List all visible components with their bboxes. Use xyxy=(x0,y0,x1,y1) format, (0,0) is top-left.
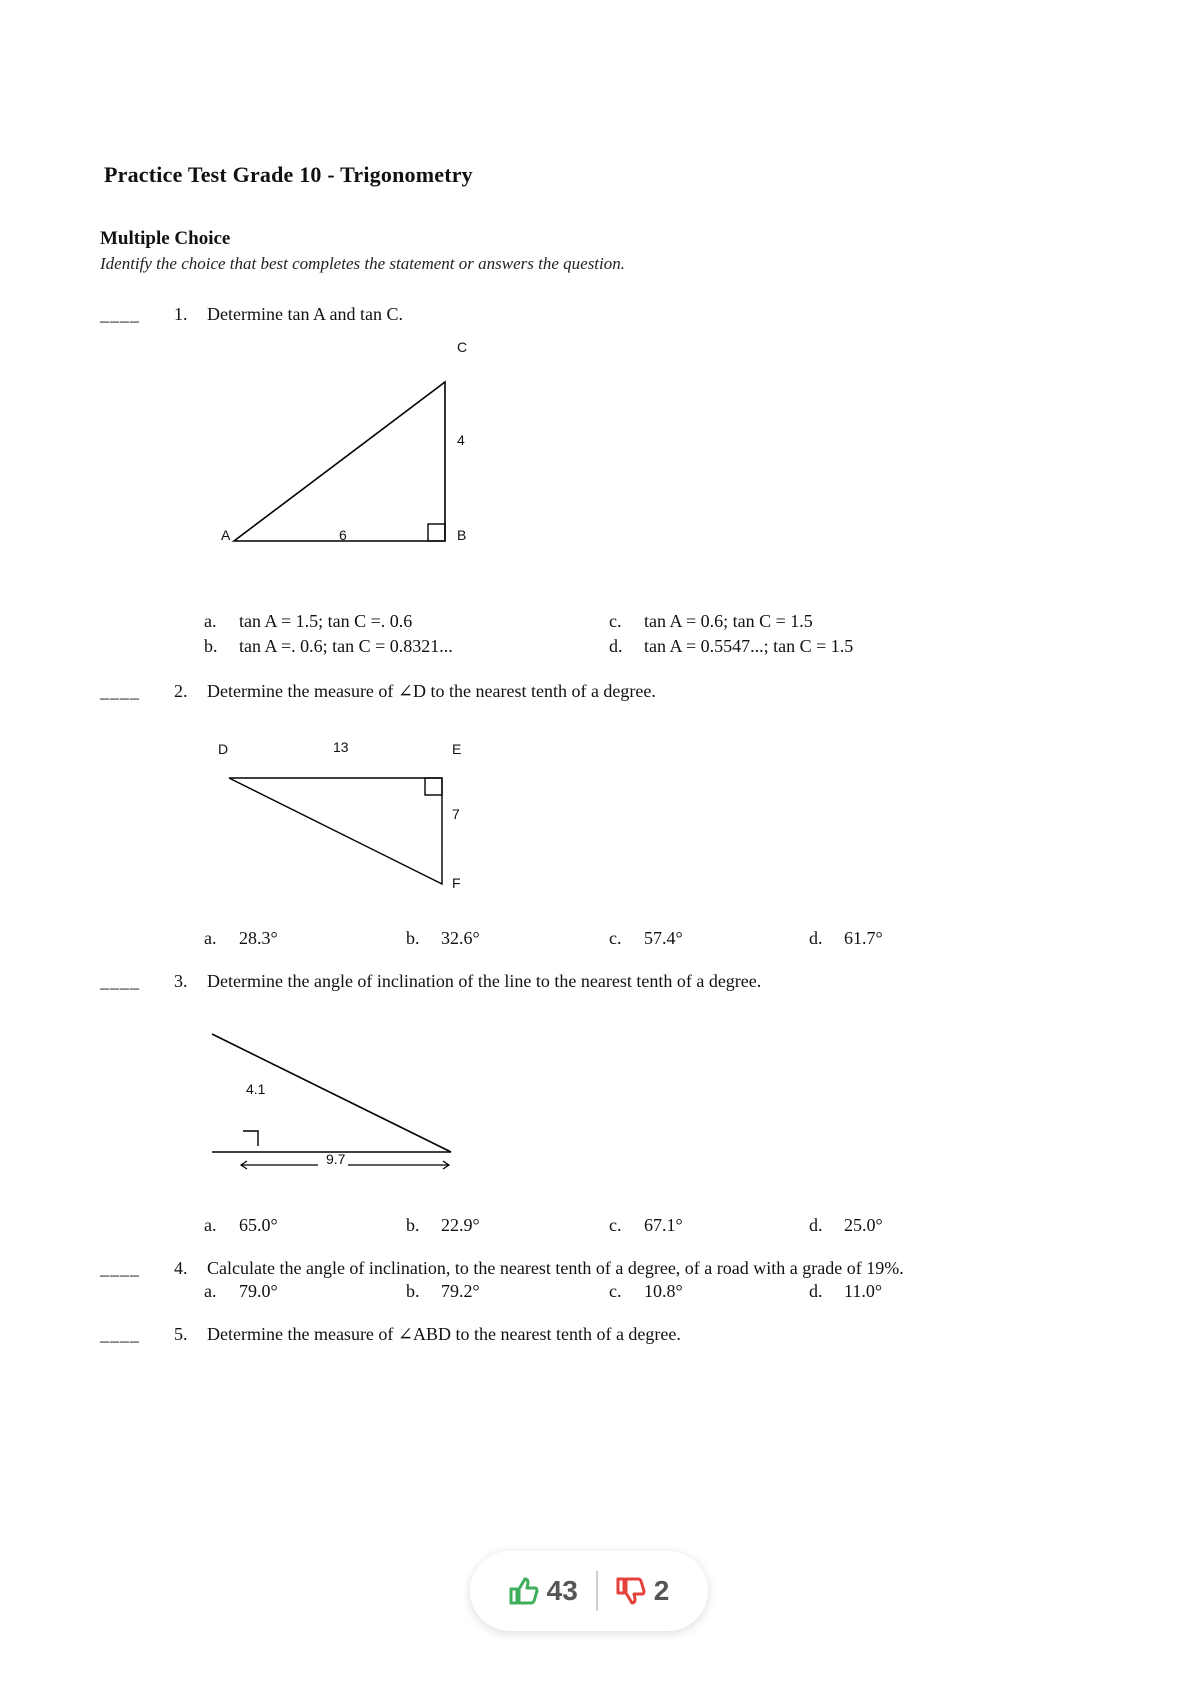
thumbs-down-icon xyxy=(616,1577,646,1605)
vertex-label-d: D xyxy=(218,741,229,757)
choice-text: 11.0° xyxy=(844,1281,883,1301)
choice-letter: b. xyxy=(204,636,218,656)
upvote-button[interactable] xyxy=(509,1575,578,1607)
question-number: 3. xyxy=(174,971,188,991)
choice-b[interactable] xyxy=(406,928,480,949)
choice-text: 65.0° xyxy=(239,1215,278,1235)
choice-text: 32.6° xyxy=(441,928,480,948)
choice-letter: a. xyxy=(204,1215,217,1235)
question-number: 5. xyxy=(174,1324,188,1344)
choice-letter: a. xyxy=(204,1281,217,1301)
choice-letter: b. xyxy=(406,928,420,948)
question-text: Determine tan A and tan C. xyxy=(207,304,403,324)
choice-letter: c. xyxy=(609,1215,622,1235)
choice-a[interactable] xyxy=(204,1215,278,1236)
choice-c[interactable] xyxy=(609,928,683,949)
choice-text: 25.0° xyxy=(844,1215,883,1235)
choice-d[interactable] xyxy=(609,636,853,657)
choice-letter: d. xyxy=(809,1215,823,1235)
choice-d[interactable] xyxy=(809,1215,883,1236)
choice-b[interactable] xyxy=(204,636,453,657)
question-text: Calculate the angle of inclination, to the nearest tenth of a degree, of a road with a grade of 19%. xyxy=(207,1258,904,1278)
choice-b[interactable] xyxy=(406,1281,480,1302)
side-label-ef: 7 xyxy=(452,806,460,822)
choice-letter: d. xyxy=(609,636,623,656)
vertex-label-b: B xyxy=(457,527,467,543)
question-number: 2. xyxy=(174,681,188,701)
choice-c[interactable] xyxy=(609,1281,683,1302)
choice-letter: c. xyxy=(609,1281,622,1301)
answer-blank[interactable]: ____ xyxy=(100,1324,140,1344)
downvote-count: 2 xyxy=(653,1575,670,1606)
downvote-button[interactable] xyxy=(616,1575,670,1607)
question-number: 4. xyxy=(174,1258,188,1278)
question-text: Determine the angle of inclination of the line to the nearest tenth of a degree. xyxy=(207,971,762,991)
vertex-label-e: E xyxy=(452,741,462,757)
side-label-run: 9.7 xyxy=(326,1151,346,1167)
upvote-count: 43 xyxy=(546,1575,578,1606)
side-label-bc: 4 xyxy=(457,432,465,448)
vote-bar xyxy=(470,1551,708,1631)
answer-blank[interactable]: ____ xyxy=(100,304,140,324)
choice-letter: a. xyxy=(204,611,217,631)
instructions: Identify the choice that best completes the statement or answers the question. xyxy=(100,254,625,273)
section-heading: Multiple Choice xyxy=(100,228,231,249)
choice-text: 22.9° xyxy=(441,1215,480,1235)
vertex-label-a: A xyxy=(221,527,231,543)
choice-letter: c. xyxy=(609,928,622,948)
choice-text: 10.8° xyxy=(644,1281,683,1301)
choice-letter: d. xyxy=(809,1281,823,1301)
choice-text: 28.3° xyxy=(239,928,278,948)
vote-divider xyxy=(596,1571,598,1611)
choice-c[interactable] xyxy=(609,1215,683,1236)
page-title: Practice Test Grade 10 - Trigonometry xyxy=(104,162,473,187)
vertex-label-c: C xyxy=(457,339,468,355)
inclined-line-figure xyxy=(0,0,1,1)
choice-text: 61.7° xyxy=(844,928,883,948)
side-label-ab: 6 xyxy=(339,527,347,543)
choice-a[interactable] xyxy=(204,928,278,949)
choice-text: tan A =. 0.6; tan C = 0.8321... xyxy=(239,636,453,656)
choice-text: 57.4° xyxy=(644,928,683,948)
question-text: Determine the measure of ∠D to the nearest tenth of a degree. xyxy=(207,681,656,701)
choice-letter: b. xyxy=(406,1215,420,1235)
choice-text: 67.1° xyxy=(644,1215,683,1235)
answer-blank[interactable]: ____ xyxy=(100,1258,140,1278)
side-label-de: 13 xyxy=(333,739,349,755)
choice-text: 79.2° xyxy=(441,1281,480,1301)
choice-letter: c. xyxy=(609,611,622,631)
thumbs-up-icon xyxy=(509,1577,539,1605)
choice-letter: d. xyxy=(809,928,823,948)
choice-a[interactable] xyxy=(204,1281,278,1302)
choice-d[interactable] xyxy=(809,928,883,949)
answer-blank[interactable]: ____ xyxy=(100,681,140,701)
choice-text: tan A = 1.5; tan C =. 0.6 xyxy=(239,611,413,631)
choice-letter: a. xyxy=(204,928,217,948)
choice-a[interactable] xyxy=(204,611,412,632)
side-label-rise: 4.1 xyxy=(246,1081,266,1097)
choice-text: 79.0° xyxy=(239,1281,278,1301)
question-text: Determine the measure of ∠ABD to the nearest tenth of a degree. xyxy=(207,1324,681,1344)
choice-text: tan A = 0.6; tan C = 1.5 xyxy=(644,611,813,631)
choice-b[interactable] xyxy=(406,1215,480,1236)
choice-text: tan A = 0.5547...; tan C = 1.5 xyxy=(644,636,854,656)
choice-letter: b. xyxy=(406,1281,420,1301)
question-number: 1. xyxy=(174,304,188,324)
choice-c[interactable] xyxy=(609,611,813,632)
answer-blank[interactable]: ____ xyxy=(100,971,140,991)
choice-d[interactable] xyxy=(809,1281,882,1302)
vertex-label-f: F xyxy=(452,875,461,891)
